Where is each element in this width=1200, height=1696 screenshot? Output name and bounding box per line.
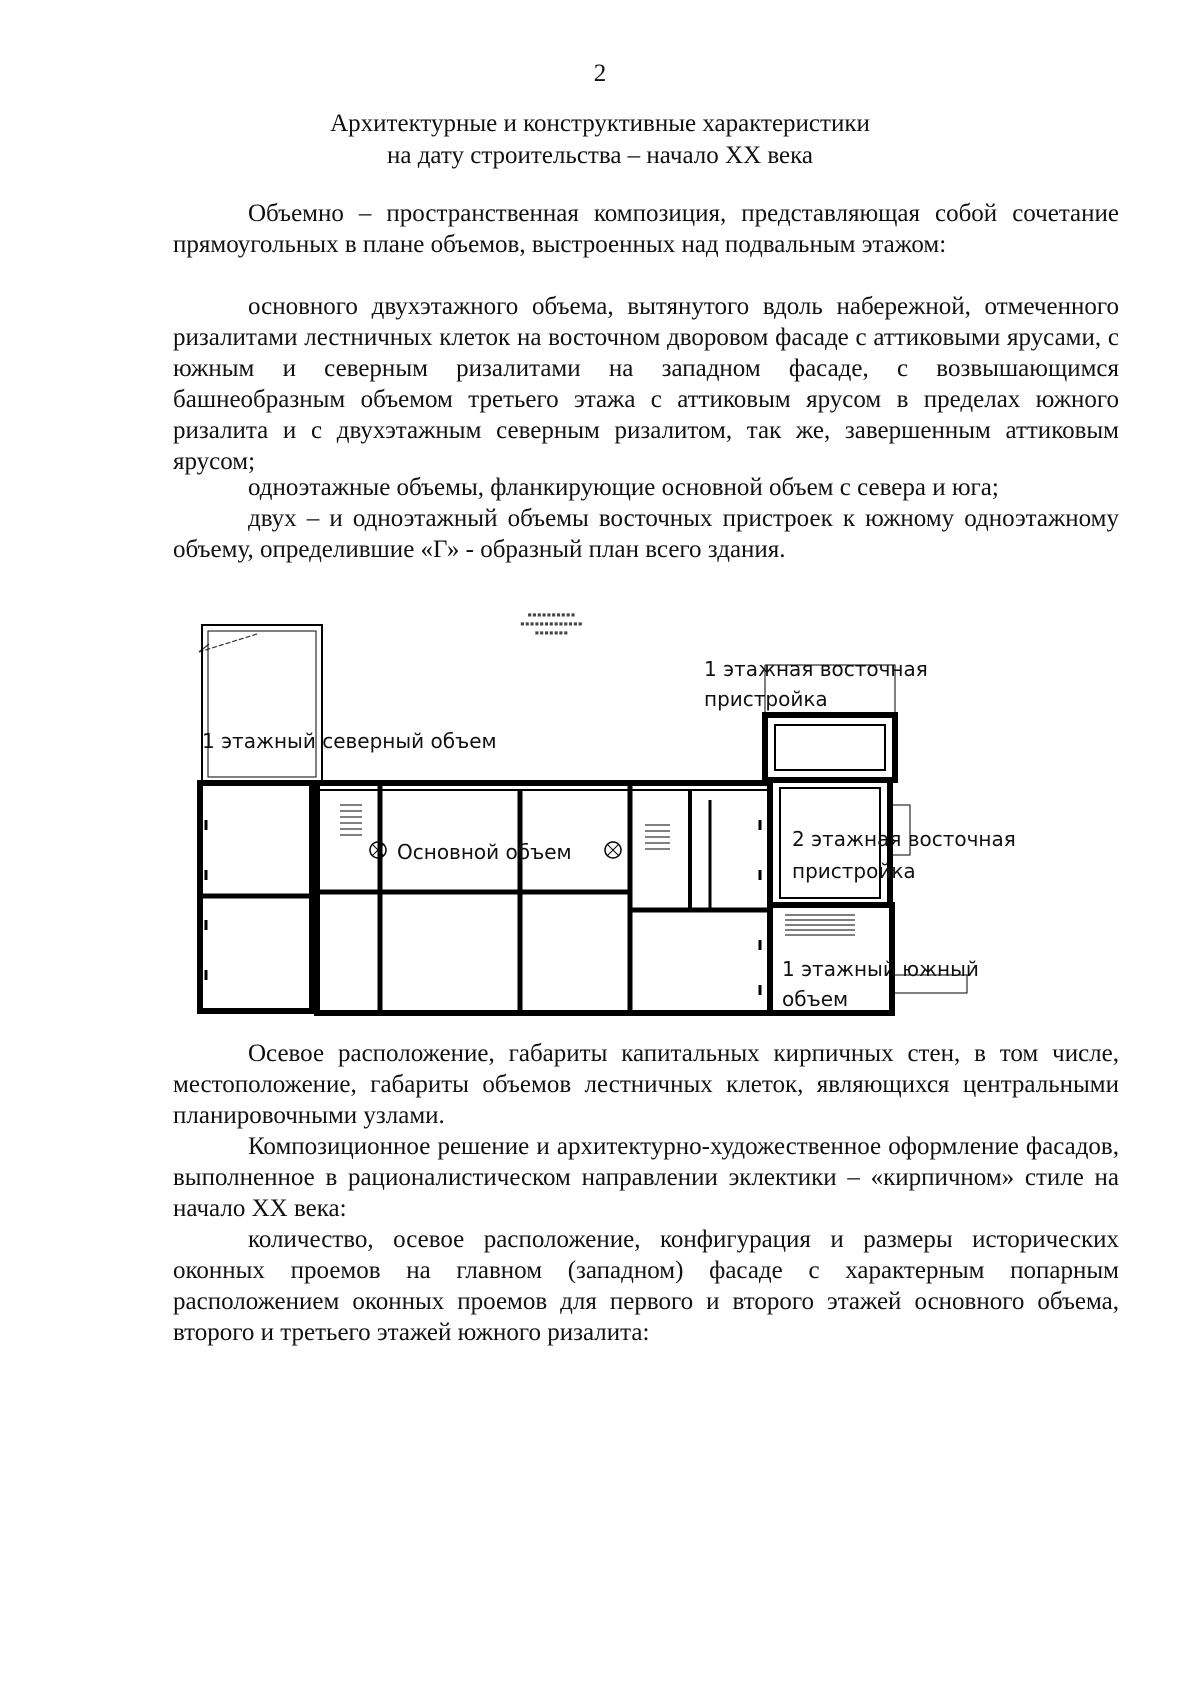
paragraph-main-volume: основного двухэтажного объема, вытянутого вдоль набережной, отмеченного ризалитами лестничных клеток на восточном дворовом фасаде с аттиковыми ярусами, с южным и северным ризалитами на западном фасаде, с возвышающимся башнеобразным объемом третьего этажа с аттиковым ярусом в пределах южного ризалита и с двухэтажным северным ризалитом, так же, завершенным аттиковым ярусом; (173, 293, 1119, 475)
plan-north-volume (202, 625, 322, 783)
plan-label-east2-line2: пристройка (792, 859, 916, 883)
paragraph-composition: Объемно – пространственная композиция, представляющая собой сочетание прямоугольных в плане объемов, выстроенных над подвальным этажом: (173, 200, 1119, 258)
plan-main-volume (317, 783, 770, 1013)
plan-label-south-line1: 1 этажный южный (782, 957, 979, 981)
page-title (0, 108, 1200, 172)
title-line-1: Архитектурные и конструктивные характеристики (330, 110, 870, 137)
plan-label-main: Основной объем (397, 840, 572, 864)
plan-label-east1-line1: 1 этажная восточная (704, 657, 928, 681)
paragraph-walls: Осевое расположение, габариты капитальных кирпичных стен, в том числе, местоположение, габариты объемов лестничных клеток, являющихся центральными планировочными узлами. (173, 1040, 1119, 1129)
drawing-stamp: ▪▪▪▪▪▪▪▪▪▪ ▪▪▪▪▪▪▪▪▪▪▪▪▪ ▪▪▪▪▪▪▪ (520, 610, 583, 637)
title-line-2: на дату строительства – начало XX века (386, 142, 813, 169)
paragraph-facades: Композиционное решение и архитектурно-художественное оформление фасадов, выполненное в рационалистическом направлении эклектики – «кирпичном» стиле на начало XX века: (173, 1133, 1119, 1222)
plan-label-east2-line1: 2 этажная восточная (792, 827, 1016, 851)
plan-label-south-line2: объем (782, 987, 849, 1011)
plan-label-east1-line2: пристройка (704, 687, 828, 711)
page-number: 2 (593, 60, 607, 87)
paragraph-flanking-volumes: одноэтажные объемы, фланкирующие основной объем с севера и юга; (248, 474, 999, 501)
plan-label-north: 1 этажный северный объем (202, 729, 497, 753)
paragraph-east-annexes: двух – и одноэтажный объемы восточных пристроек к южному одноэтажному объему, определившие «Г» - образный план всего здания. (173, 505, 1119, 563)
paragraph-windows: количество, осевое расположение, конфигурация и размеры исторических оконных проемов на главном (западном) фасаде с характерным попарным расположением оконных проемов для первого и второго этажей основного объема, второго и третьего этажей южного ризалита: (173, 1226, 1119, 1346)
